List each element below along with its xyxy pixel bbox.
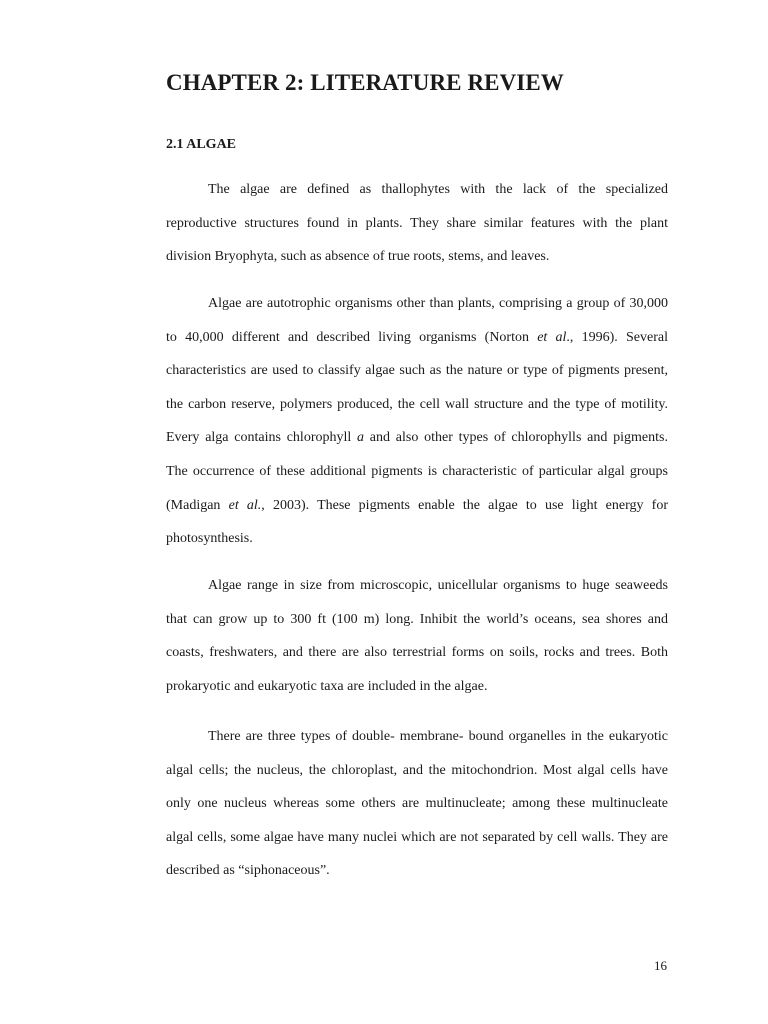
paragraph-3 [166, 577, 668, 711]
paragraph-line: algal cells, some algae have many nuclei which are not separated by cell walls. They are [166, 829, 668, 845]
paragraph-4 [166, 728, 668, 896]
paragraph-line: There are three types of double- membrane- bound organelles in the eukaryotic [208, 729, 668, 744]
paragraph-line: coasts, freshwaters, and there are also terrestrial forms on soils, rocks and trees. Both [166, 645, 668, 661]
paragraph-line: photosynthesis. [166, 531, 253, 547]
chapter-title: CHAPTER 2: LITERATURE REVIEW [166, 70, 564, 95]
paragraph-line: algal cells; the nucleus, the chloroplast, and the mitochondrion. Most algal cells have [166, 762, 668, 778]
paragraph-line: The occurrence of these additional pigments is characteristic of particular algal groups [166, 463, 668, 479]
paragraph-line: that can grow up to 300 ft (100 m) long. Inhibit the world’s oceans, sea shores and [166, 611, 668, 627]
paragraph-1 [166, 181, 668, 282]
paragraph-line: the carbon reserve, polymers produced, the cell wall structure and the type of motility. [166, 396, 668, 412]
paragraph-line: (Madigan et al., 2003). These pigments enable the algae to use light energy for [166, 497, 668, 513]
paragraph-line: Every alga contains chlorophyll a and also other types of chlorophylls and pigments. [166, 430, 668, 446]
paragraph-line: described as “siphonaceous”. [166, 863, 330, 879]
italic-term: a [357, 430, 365, 446]
paragraph-line: The algae are defined as thallophytes with the lack of the specialized [208, 182, 668, 197]
paragraph-line: Algae are autotrophic organisms other than plants, comprising a group of 30,000 [208, 296, 668, 311]
italic-citation: et al [537, 329, 567, 345]
paragraph-2 [166, 295, 668, 564]
section-heading: 2.1 ALGAE [166, 137, 237, 152]
paragraph-line: only one nucleus whereas some others are multinucleate; among these multinucleate [166, 796, 668, 812]
paragraph-line: prokaryotic and eukaryotic taxa are included in the algae. [166, 678, 488, 694]
italic-citation: et al. [228, 497, 262, 513]
paragraph-line: characteristics are used to classify algae such as the nature or type of pigments present, [166, 363, 668, 379]
paragraph-line: Algae range in size from microscopic, unicellular organisms to huge seaweeds [208, 578, 668, 593]
paragraph-line: reproductive structures found in plants. They share similar features with the plant [166, 215, 668, 231]
paragraph-line: division Bryophyta, such as absence of true roots, stems, and leaves. [166, 249, 550, 265]
paragraph-line: to 40,000 different and described living organisms (Norton et al., 1996). Several [166, 329, 668, 345]
page-number: 16 [654, 958, 667, 973]
